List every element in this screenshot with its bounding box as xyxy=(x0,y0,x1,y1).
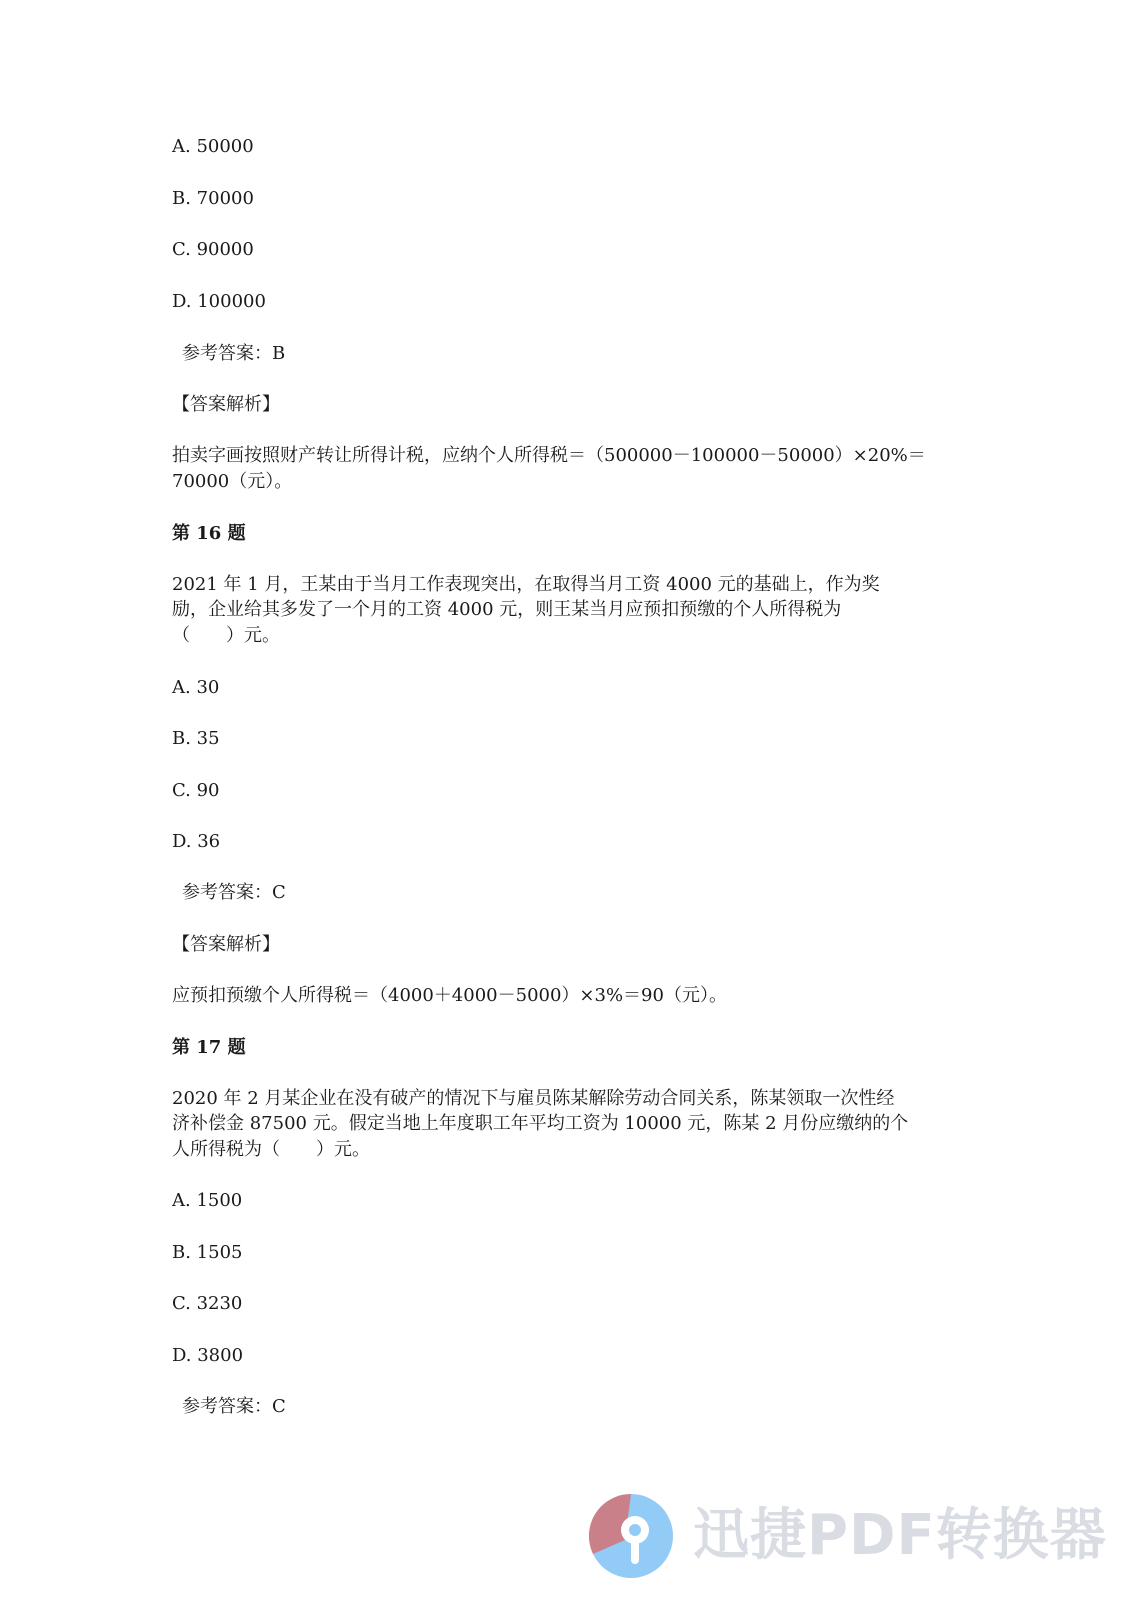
q16-analysis-line: 应预扣预缴个人所得税＝（4000＋4000－5000）×3%＝90（元）。 xyxy=(172,985,727,1006)
q15-option-c: C. 90000 xyxy=(172,239,254,260)
q16-title: 第 16 题 xyxy=(172,523,246,544)
q15-option-a: A. 50000 xyxy=(172,136,254,157)
q16-option-a: A. 30 xyxy=(172,677,220,698)
q15-answer: 参考答案：B xyxy=(182,343,286,364)
q17-question-line: 人所得税为（ ）元。 xyxy=(172,1139,370,1160)
q17-option-c: C. 3230 xyxy=(172,1293,243,1314)
q16-analysis-title: 【答案解析】 xyxy=(172,934,280,955)
q16-question-line: 励，企业给其多发了一个月的工资 4000 元，则王某当月应预扣预缴的个人所得税为 xyxy=(172,599,842,620)
q15-option-b: B. 70000 xyxy=(172,188,254,209)
q17-option-a: A. 1500 xyxy=(172,1190,243,1211)
watermark xyxy=(585,1490,1105,1582)
q17-question-line: 2020 年 2 月某企业在没有破产的情况下与雇员陈某解除劳动合同关系，陈某领取一次性经 xyxy=(172,1088,895,1109)
q17-title: 第 17 题 xyxy=(172,1037,246,1058)
q17-answer: 参考答案：C xyxy=(182,1396,286,1417)
q15-option-d: D. 100000 xyxy=(172,291,266,312)
q17-question-line: 济补偿金 87500 元。假定当地上年度职工年平均工资为 10000 元，陈某 2 月份应缴纳的个 xyxy=(172,1113,909,1134)
q15-analysis-line: 70000（元）。 xyxy=(172,471,293,492)
q16-option-d: D. 36 xyxy=(172,831,221,852)
q16-question-line: 2021 年 1 月，王某由于当月工作表现突出，在取得当月工资 4000 元的基础上，作为奖 xyxy=(172,574,880,595)
pdf-converter-logo-icon xyxy=(585,1490,677,1582)
q16-option-b: B. 35 xyxy=(172,728,220,749)
q16-question-line: （ ）元。 xyxy=(172,625,280,646)
q17-option-d: D. 3800 xyxy=(172,1345,244,1366)
q15-analysis-title: 【答案解析】 xyxy=(172,394,280,415)
q15-analysis-line: 拍卖字画按照财产转让所得计税，应纳个人所得税＝（500000－100000－50000）×20%＝ xyxy=(172,445,926,466)
q16-answer: 参考答案：C xyxy=(182,882,286,903)
q17-option-b: B. 1505 xyxy=(172,1242,243,1263)
q16-option-c: C. 90 xyxy=(172,780,220,801)
watermark-text: 迅捷PDF转换器 xyxy=(693,1503,1107,1568)
